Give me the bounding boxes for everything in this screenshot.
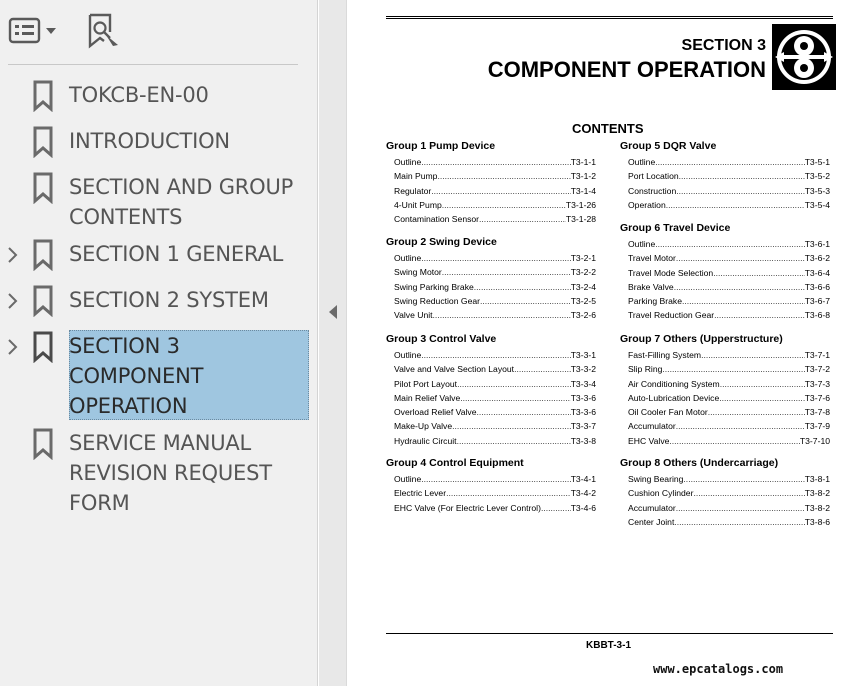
- toc-entry[interactable]: [620, 308, 830, 322]
- toc-leader-dots: [514, 362, 571, 376]
- toc-entry[interactable]: [386, 377, 596, 391]
- bookmark-icon: [32, 428, 54, 460]
- toc-entry-title: Travel Mode Selection: [628, 267, 714, 278]
- list-options-icon: [8, 14, 60, 48]
- toc-leader-dots: [674, 515, 804, 529]
- toc-entry-page: T3-8-2: [804, 488, 830, 499]
- toc-leader-dots: [457, 377, 571, 391]
- toc-entry[interactable]: [620, 419, 830, 433]
- bookmark-label: CONTENTS: [69, 205, 183, 229]
- bookmark-search-icon: [84, 12, 124, 50]
- toc-entry-title: Outline: [628, 157, 656, 167]
- toc-entry[interactable]: [386, 184, 596, 198]
- toc-leader-dots: [683, 472, 804, 486]
- toc-entry[interactable]: [620, 377, 830, 391]
- bookmark-label: COMPONENT: [69, 364, 204, 388]
- toc-group-title: Group 7 Others (Upperstructure): [620, 333, 783, 345]
- toc-leader-dots: [669, 434, 800, 448]
- toc-entry-page: T3-6-1: [804, 239, 830, 249]
- toc-entry-page: T3-2-5: [570, 295, 596, 306]
- bookmark-label: INTRODUCTION: [69, 129, 230, 153]
- toc-leader-dots: [442, 265, 571, 279]
- toc-entry[interactable]: [386, 212, 596, 226]
- toc-entry-page: T3-7-3: [804, 378, 830, 389]
- toc-entry-page: T3-1-1: [570, 157, 596, 167]
- toc-entry-page: T3-6-6: [804, 281, 830, 292]
- toc-entry-title: Valve Unit: [394, 310, 433, 321]
- toc-entry-page: T3-7-10: [799, 435, 830, 446]
- toc-leader-dots: [676, 419, 805, 433]
- bookmark-icon: [32, 331, 54, 363]
- toc-leader-dots: [437, 169, 570, 183]
- toc-entry-title: Oil Cooler Fan Motor: [628, 407, 708, 418]
- toc-entry-title: Main Pump: [394, 171, 438, 182]
- toc-entry-page: T3-1-2: [570, 171, 596, 182]
- toc-entry-title: Contamination Sensor: [394, 214, 480, 225]
- toc-entry-title: Overload Relief Valve: [394, 407, 477, 418]
- toc-entry-title: Parking Brake: [628, 296, 682, 307]
- toc-entry-title: Main Relief Valve: [394, 392, 461, 403]
- toc-entry[interactable]: [620, 515, 830, 529]
- toc-leader-dots: [655, 237, 804, 251]
- toc-leader-dots: [676, 501, 805, 515]
- toc-entry[interactable]: [386, 198, 596, 212]
- toc-entry[interactable]: [386, 155, 596, 169]
- toc-leader-dots: [655, 155, 804, 169]
- bookmark-icon: [32, 80, 54, 112]
- toc-entry-page: T3-4-2: [570, 488, 596, 499]
- toc-entry[interactable]: [386, 486, 596, 500]
- toc-entry-title: EHC Valve: [628, 435, 670, 446]
- toc-entry-page: T3-8-6: [804, 516, 830, 527]
- toc-entry-title: Swing Parking Brake: [394, 281, 474, 292]
- toc-entry-page: T3-5-3: [804, 185, 830, 196]
- toc-entry-title: Auto-Lubrication Device: [628, 392, 720, 403]
- toc-entry-page: T3-7-2: [804, 364, 830, 375]
- toc-entry-title: Valve and Valve Section Layout: [394, 364, 515, 375]
- toc-entry-page: T3-4-1: [570, 474, 596, 484]
- toc-entry[interactable]: [620, 486, 830, 500]
- toc-entry[interactable]: [386, 251, 596, 265]
- toc-entry-title: Electric Lever: [394, 488, 447, 499]
- toc-entry-title: Outline: [394, 157, 422, 167]
- toc-leader-dots: [457, 434, 571, 448]
- toc-group-title: Group 4 Control Equipment: [386, 457, 524, 469]
- toc-entry-page: T3-7-6: [804, 392, 830, 403]
- toc-entry-title: Swing Motor: [394, 267, 442, 278]
- toc-leader-dots: [693, 486, 804, 500]
- toc-entry-page: T3-7-8: [804, 407, 830, 418]
- toc-entry[interactable]: [620, 198, 830, 212]
- toc-entry-page: T3-6-8: [804, 310, 830, 321]
- toc-leader-dots: [708, 405, 805, 419]
- toc-leader-dots: [421, 472, 570, 486]
- toc-entry-title: Pilot Port Layout: [394, 378, 458, 389]
- toc-entry[interactable]: [386, 501, 596, 515]
- toc-leader-dots: [666, 198, 805, 212]
- toc-entry-page: T3-6-4: [804, 267, 830, 278]
- toolbar-divider: [8, 64, 298, 65]
- toc-entry-page: T3-6-7: [804, 296, 830, 307]
- toc-entry-page: T3-5-4: [804, 199, 830, 210]
- bookmark-icon: [32, 285, 54, 317]
- toc-entry[interactable]: [620, 280, 830, 294]
- toc-leader-dots: [713, 266, 805, 280]
- chevron-right-icon[interactable]: [4, 291, 20, 311]
- toc-entry-title: Outline: [394, 474, 422, 484]
- toc-leader-dots: [662, 362, 804, 376]
- toc-entry-title: Swing Bearing: [628, 474, 684, 484]
- gears-icon: [772, 24, 836, 90]
- toc-entry[interactable]: [620, 169, 830, 183]
- toc-entry-page: T3-3-2: [570, 364, 596, 375]
- bookmark-label: SECTION AND GROUP: [69, 175, 294, 199]
- toc-leader-dots: [442, 198, 566, 212]
- toc-entry-title: Make-Up Valve: [394, 421, 453, 432]
- toc-leader-dots: [460, 391, 570, 405]
- toc-group-title: Group 2 Swing Device: [386, 236, 497, 248]
- toc-group-title: Group 8 Others (Undercarriage): [620, 457, 779, 469]
- footer-page-code: KBBT-3-1: [586, 640, 632, 651]
- toc-entry[interactable]: [620, 251, 830, 265]
- toc-entry[interactable]: [386, 308, 596, 322]
- toc-entry-page: T3-4-6: [570, 502, 596, 513]
- toc-entry-title: Accumulator: [628, 502, 676, 513]
- toc-entry[interactable]: [386, 294, 596, 308]
- toc-leader-dots: [452, 419, 571, 433]
- toc-group: [386, 139, 596, 226]
- bookmark-icon: [32, 126, 54, 158]
- bookmark-label: SECTION 1 GENERAL: [69, 242, 284, 266]
- toc-entry-title: Fast-Filling System: [628, 350, 702, 360]
- toc-entry-page: T3-3-6: [570, 392, 596, 403]
- watermark-text: www.epcatalogs.com: [653, 662, 784, 676]
- toc-group-title: Group 3 Control Valve: [386, 333, 497, 345]
- section-gear-logo: [772, 24, 836, 90]
- bookmark-label: REVISION REQUEST: [69, 461, 272, 485]
- toc-entry-title: Regulator: [394, 185, 432, 196]
- toc-entry-page: T3-3-1: [570, 350, 596, 360]
- toc-entry[interactable]: [620, 501, 830, 515]
- toc-entry-page: T3-7-1: [804, 350, 830, 360]
- contents-heading: CONTENTS: [572, 121, 644, 136]
- toc-group: [620, 139, 830, 212]
- toc-entry-page: T3-1-4: [570, 185, 596, 196]
- toc-entry[interactable]: [386, 419, 596, 433]
- bookmark-icon: [32, 239, 54, 271]
- bookmark-label: SECTION 2 SYSTEM: [69, 288, 269, 312]
- toc-leader-dots: [676, 251, 805, 265]
- toc-entry-page: T3-6-2: [804, 253, 830, 264]
- toc-entry-title: Slip Ring: [628, 364, 663, 375]
- toc-entry-title: Cushion Cylinder: [628, 488, 694, 499]
- toc-entry-title: Construction: [628, 185, 677, 196]
- chevron-right-icon[interactable]: [4, 245, 20, 265]
- toc-entry[interactable]: [386, 280, 596, 294]
- toc-leader-dots: [474, 280, 571, 294]
- toc-entry[interactable]: [386, 348, 596, 362]
- toc-group: [620, 332, 830, 448]
- toc-entry[interactable]: [620, 405, 830, 419]
- bookmark-label: SECTION 3: [69, 334, 180, 358]
- toc-leader-dots: [479, 212, 566, 226]
- bookmarks-panel: [0, 0, 318, 686]
- document-page: [348, 0, 866, 686]
- toc-leader-dots: [541, 501, 571, 515]
- toc-entry-title: Air Conditioning System: [628, 378, 720, 389]
- toc-entry-title: Outline: [394, 253, 422, 263]
- toc-group-title: Group 1 Pump Device: [386, 140, 496, 152]
- toc-leader-dots: [421, 348, 570, 362]
- toc-entry[interactable]: [620, 266, 830, 280]
- toc-entry[interactable]: [386, 405, 596, 419]
- toc-entry-page: T3-1-28: [565, 214, 596, 225]
- bookmark-label: FORM: [69, 491, 130, 515]
- toc-leader-dots: [480, 294, 571, 308]
- toc-entry[interactable]: [386, 362, 596, 376]
- bookmarks-toolbar: [0, 0, 318, 64]
- toc-entry-page: T3-5-1: [804, 157, 830, 167]
- toc-entry-page: T3-3-8: [570, 435, 596, 446]
- bookmark-icon: [32, 172, 54, 204]
- toc-entry-title: Swing Reduction Gear: [394, 295, 480, 306]
- toc-entry-page: T3-5-2: [804, 171, 830, 182]
- toc-entry-page: T3-3-4: [570, 378, 596, 389]
- toc-entry-page: T3-1-26: [565, 199, 596, 210]
- toc-entry-title: Center Joint: [628, 516, 675, 527]
- toc-entry[interactable]: [620, 155, 830, 169]
- toc-leader-dots: [701, 348, 805, 362]
- toc-entry-page: T3-8-1: [804, 474, 830, 484]
- toc-leader-dots: [720, 377, 805, 391]
- chevron-right-icon[interactable]: [4, 337, 20, 357]
- toc-leader-dots: [714, 308, 805, 322]
- toc-entry-title: Outline: [394, 350, 422, 360]
- toc-entry[interactable]: [386, 391, 596, 405]
- toc-leader-dots: [421, 251, 570, 265]
- toc-entry-page: T3-2-4: [570, 281, 596, 292]
- toc-entry-page: T3-7-9: [804, 421, 830, 432]
- panel-collapse-handle[interactable]: [319, 0, 347, 686]
- find-bookmark-button[interactable]: [84, 12, 124, 50]
- toc-leader-dots: [476, 405, 570, 419]
- header-rule: [386, 16, 833, 19]
- toc-group: [620, 456, 830, 529]
- toc-group-title: Group 5 DQR Valve: [620, 140, 717, 152]
- toc-entry-title: Hydraulic Circuit: [394, 435, 457, 446]
- toc-entry-title: EHC Valve (For Electric Lever Control): [394, 502, 541, 513]
- toc-entry[interactable]: [620, 184, 830, 198]
- toc-entry-page: T3-8-2: [804, 502, 830, 513]
- collapse-left-icon[interactable]: [327, 303, 339, 321]
- toc-entry[interactable]: [620, 294, 830, 308]
- toc-entry[interactable]: [620, 348, 830, 362]
- toc-leader-dots: [421, 155, 570, 169]
- toc-entry-title: 4-Unit Pump: [394, 199, 442, 210]
- toc-entry-title: Operation: [628, 199, 666, 210]
- toc-entry[interactable]: [620, 472, 830, 486]
- toc-entry-page: T3-2-6: [570, 310, 596, 321]
- toc-entry[interactable]: [386, 434, 596, 448]
- toc-leader-dots: [719, 391, 804, 405]
- toc-entry-page: T3-3-7: [570, 421, 596, 432]
- toc-leader-dots: [431, 184, 570, 198]
- toc-leader-dots: [674, 280, 805, 294]
- toc-leader-dots: [433, 308, 571, 322]
- toc-entry-title: Port Location: [628, 171, 679, 182]
- bookmark-label: SERVICE MANUAL: [69, 431, 252, 455]
- toc-entry[interactable]: [386, 472, 596, 486]
- toc-leader-dots: [679, 169, 805, 183]
- toc-entry-title: Travel Motor: [628, 253, 676, 264]
- toc-entry[interactable]: [620, 362, 830, 376]
- options-menu-button[interactable]: [8, 14, 60, 48]
- toc-group: [620, 221, 830, 323]
- toc-entry[interactable]: [620, 391, 830, 405]
- toc-entry[interactable]: [386, 265, 596, 279]
- toc-group: [386, 456, 596, 515]
- toc-entry[interactable]: [620, 237, 830, 251]
- toc-entry-title: Brake Valve: [628, 281, 674, 292]
- toc-entry-page: T3-2-1: [570, 253, 596, 263]
- toc-entry-title: Travel Reduction Gear: [628, 310, 715, 321]
- section-number: SECTION 3: [681, 37, 766, 54]
- toc-entry[interactable]: [386, 169, 596, 183]
- toc-entry[interactable]: [620, 434, 830, 448]
- toc-group: [386, 332, 596, 448]
- toc-leader-dots: [682, 294, 805, 308]
- toc-entry-title: Outline: [628, 239, 656, 249]
- toc-group-title: Group 6 Travel Device: [620, 222, 731, 234]
- toc-leader-dots: [676, 184, 804, 198]
- section-title: COMPONENT OPERATION: [487, 57, 766, 82]
- toc-entry-page: T3-2-2: [570, 267, 596, 278]
- toc-leader-dots: [446, 486, 571, 500]
- toc-entry-title: Accumulator: [628, 421, 676, 432]
- bookmark-label: OPERATION: [69, 394, 188, 418]
- toc-entry-page: T3-3-6: [570, 407, 596, 418]
- footer-rule: [386, 633, 833, 634]
- bookmark-label: TOKCB-EN-00: [69, 83, 209, 107]
- toc-group: [386, 235, 596, 322]
